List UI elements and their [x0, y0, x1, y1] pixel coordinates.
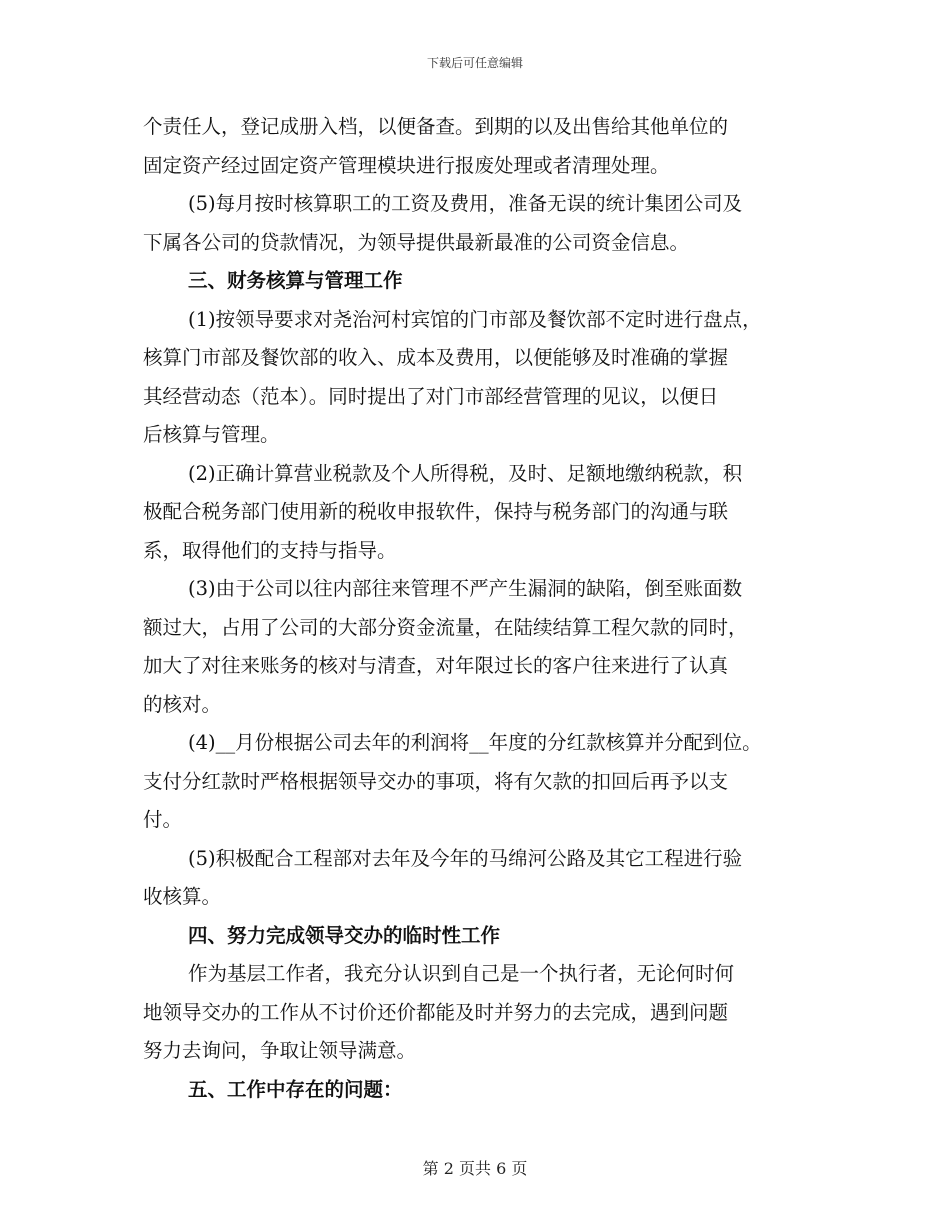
text-line: 额过大，占用了公司的大部分资金流量，在陆续结算工程欠款的同时， [143, 615, 748, 639]
document-body [143, 112, 823, 1113]
text-line: 支付分红款时严格根据领导交办的事项，将有欠款的扣回后再予以支 [143, 769, 729, 793]
paragraph-start: (5)积极配合工程部对去年及今年的马绵河公路及其它工程进行验 [188, 846, 743, 870]
text-line: 付。 [143, 808, 183, 831]
text-line: 个责任人，登记成册入档，以便备查。到期的以及出售给其他单位的 [143, 115, 729, 138]
paragraph-start: 作为基层工作者，我充分认识到自己是一个执行者，无论何时何 [188, 962, 735, 985]
text-line: 收核算。 [143, 885, 222, 908]
text-line: 的核对。 [143, 692, 222, 716]
text-line: 极配合税务部门使用新的税收申报软件，保持与税务部门的沟通与联 [143, 500, 729, 523]
text-line: 系，取得他们的支持与指导。 [143, 538, 397, 562]
section-heading: 四、努力完成领导交办的临时性工作 [188, 923, 501, 947]
paragraph-start: (4)__月份根据公司去年的利润将__年度的分红款核算并分配到位。 [188, 731, 762, 754]
section-heading: 三、财务核算与管理工作 [188, 269, 403, 292]
text-line: 努力去询问，争取让领导满意。 [143, 1039, 417, 1062]
text-line: 下属各公司的贷款情况，为领导提供最新最准的公司资金信息。 [143, 230, 690, 254]
text-line: 固定资产经过固定资产管理模块进行报废处理或者清理处理。 [143, 153, 670, 177]
text-line: 核算门市部及餐饮部的收入、成本及费用，以便能够及时准确的掌握 [143, 346, 729, 369]
paragraph-start: (5)每月按时核算职工的工资及费用，准备无误的统计集团公司及 [188, 192, 743, 215]
paragraph-start: (2)正确计算营业税款及个人所得税，及时、足额地缴纳税款，积 [188, 461, 743, 485]
page-number: 第 2 页共 6 页 [422, 1159, 528, 1178]
text-line: 其经营动态（范本）。同时提出了对门市部经营管理的见议，以便日 [143, 384, 719, 408]
text-line: 地领导交办的工作从不讨价还价都能及时并努力的去完成，遇到问题 [143, 1000, 729, 1024]
paragraph-start: (1)按领导要求对尧治河村宾馆的门市部及餐饮部不定时进行盘点， [188, 307, 762, 331]
paragraph-start: (3)由于公司以往内部往来管理不严产生漏洞的缺陷，倒至账面数 [188, 577, 743, 600]
text-line: 后核算与管理。 [143, 423, 280, 446]
section-heading: 五、工作中存在的问题： [188, 1077, 403, 1101]
page-header: 下载后可任意编辑 [426, 56, 523, 70]
text-line: 加大了对往来账务的核对与清查，对年限过长的客户往来进行了认真 [143, 654, 729, 677]
